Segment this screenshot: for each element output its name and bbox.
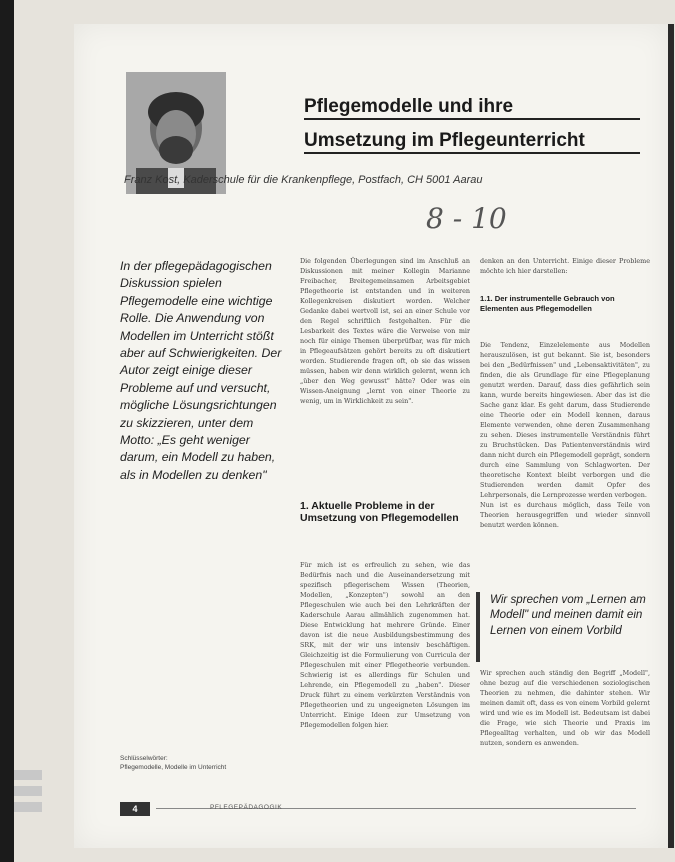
journal-page	[74, 24, 674, 848]
body-column-2-bottom: Für mich ist es erfreulich zu sehen, wie das Bedürfnis nach und die Auseinandersetzung mit spezifisch pflegerischem Wissen (Theorien, Modellen, „Konzepten") sowohl an den Pflegeschulen wie auch bei den Lehrkräften der Kaderschule Aarau allmählich zugenommen hat. Diese Entwicklung hat mehrere Gründe. Einer davon ist die neue Ausbildungsbestimmung des SRK, mit der wir uns intensiv beschäftigen. Gleichzeitig ist die Formulierung von Curricula der Pflegeschulen mit einer Pflegetheorie verbunden. Schwierig ist es allerdings für Schulen und Lehrende, ein Pflegemodell zu „haben". Dieser Druck führt zu einem verkürzten Verständnis von Pflegetheorien und zu ungeeigneten Lösungen im Unterricht. Einige Ideen zur Umsetzung von Pflegemodellen folgen hier.	[300, 561, 470, 729]
article-title-line2: Umsetzung im Pflegeunterricht	[304, 130, 585, 151]
page-edge-tab	[14, 802, 42, 812]
caption-label: Schlüsselwörter:	[120, 755, 168, 762]
page-footer	[120, 802, 380, 816]
page-edge-tab	[14, 770, 42, 780]
section-heading-1: 1. Aktuelle Probleme in der Umsetzung von Pflegemodellen	[300, 500, 459, 524]
article-intro: In der pflegepädagogischen Diskussion spielen Pflegemodelle eine wichtige Rolle. Die Anwendung von Modellen im Unterricht stößt aber auf Schwierigkeiten. Der Autor zeigt einige dieser Probleme auf und versucht, mögliche Lösungsrichtungen zu skizzieren, unter dem Motto: „Es geht weniger darum, ein Modell zu haben, als in Modellen zu denken"	[120, 259, 282, 482]
book-spine	[0, 0, 14, 862]
section-heading-1-1: 1.1. Der instrumentelle Gebrauch von Elementen aus Pflegemodellen	[480, 294, 615, 313]
body-text: Nun ist es durchaus möglich, dass Teile von Theorien herausgegriffen und wieder sinnvoll benutzt werden können.	[480, 501, 650, 529]
keywords-caption	[120, 754, 226, 772]
title-rule	[304, 118, 640, 120]
body-column-3-top: denken an den Unterricht. Einige dieser Probleme möchte ich hier darstellen:	[480, 257, 650, 275]
handwritten-note: 8 - 10	[426, 202, 507, 235]
page-number: 4	[120, 802, 150, 816]
body-column-3-middle	[480, 340, 650, 580]
caption-text: Pflegemodelle, Modelle im Unterricht	[120, 764, 227, 771]
journal-name: PFLEGEPÄDAGOGIK	[210, 804, 283, 811]
author-byline: Franz Kost, Kaderschule für die Krankenpflege, Postfach, CH 5001 Aarau	[124, 174, 483, 186]
article-title-line1: Pflegemodelle und ihre	[304, 96, 514, 117]
body-column-3-bottom: Wir sprechen auch ständig den Begriff „Modell", ohne bezug auf die verschiedenen soziologischen Theorien zu nehmen, die dahinter stehen. Wir meinen damit oft, dass es von einem Vorbild gelernt wird und wie es im Modell ist. Bedeutsam ist dabei die Frage, wie sich Theorie und Praxis im Pflegealltag verhalten, und ob wir das Modell nutzen, sondern es anwenden.	[480, 669, 650, 747]
title-rule	[304, 152, 640, 154]
body-column-2-top: Die folgenden Überlegungen sind im Anschluß an Diskussionen mit meiner Kollegin Marianne Freibacher, Breitegemeinsamen Arbeitsgebiet Pflegetheorie ist entstanden und in weiteren Kollegenkreisen diskutiert worden. Welcher Gedanke dabei wertvoll ist, sei an einer Schule vor den Regel schriftlich festgehalten. Für die Lesbarkeit des Textes wäre die Verweise von mir noch für einige Themen überprüfbar, was für mich in Pflegeaufsätzen gehört bereits zu oft diskutiert worden. Studierende fragen oft, ob sie das wissen müssen, haben wir denn wirklich gelernt, wenn ich „über den Weg gewusst" hätte? Oder was ein Wissen-Aneignung „lernt von einer Theorie zu wenig, um in Wirklichkeit zu sein".	[300, 257, 470, 405]
pull-quote: Wir sprechen vom „Lernen am Modell" und meinen damit ein Lernen von einem Vorbild	[476, 592, 664, 662]
body-text: Die Tendenz, Einzelelemente aus Modellen herauszulösen, ist gut bekannt. Sie ist, besonders bei den „Bedürfnissen" und „Lebensaktivitäten", zu finden, die als Grundlage für eine Pflegeplanung genutzt werden. Darauf, dass dies gefährlich sein kann, wurde bereits hingewiesen. Aber das ist die Sache ganz klar. Es geht darum, dass Studierende eine Theorie oder ein Modell kennen, daraus Elemente verwenden, ohne deren Zusammenhang zu sehen. Dieses instrumentelle Verständnis führt zu Bruchstücken. Das Patientenverständnis wird dann nicht durch ein Pflegemodell geprägt, sondern durch eine Sammlung von Schlagworten. Der theoretische Kontext bleibt verborgen und die Studierenden werden damit Opfer des Lehrpersonals, die Lernprozesse werden verbogen.	[480, 341, 650, 499]
page-edge-tab	[14, 786, 42, 796]
